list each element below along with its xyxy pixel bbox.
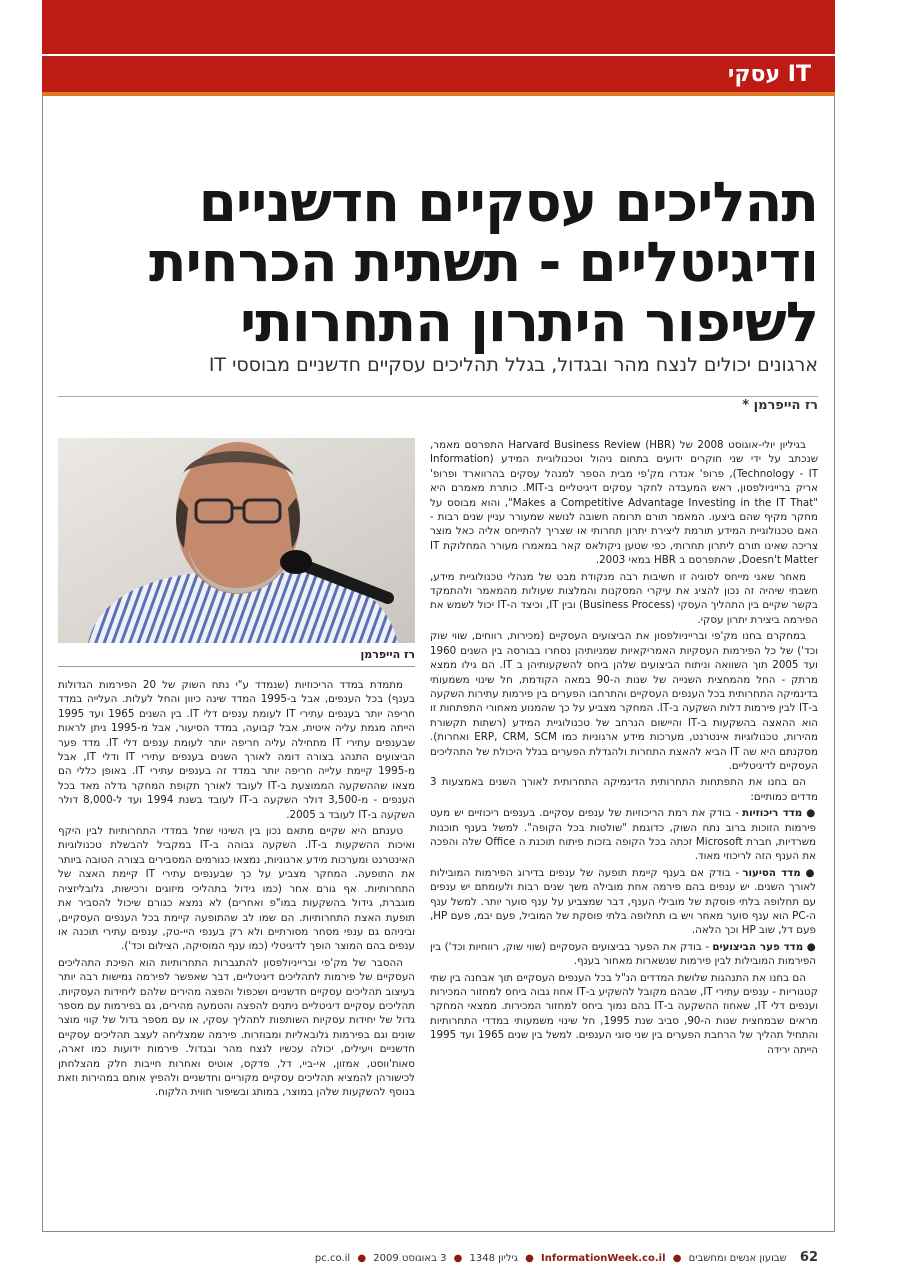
page-number: 62: [799, 1250, 818, 1265]
footer-issue: גיליון 1348: [469, 1253, 518, 1264]
author-portrait-illustration: [58, 438, 415, 643]
paragraph: מאחר שאני מייחס לסוגיה זו חשיבות רבה מנקודת מבט של מנהלי טכנולוגיית מידע, חשבתי שיהיה זה נכון להציג את עיקרי המסקנות והמלצות שעולות מהמאמר ולהתמקד בקשר שקיים בין התהליך העסקי (Business Process) ובין IT, וכיצד ה-IT יכול לשמש את הפירמה ביצירת יתרון עסקי.: [430, 570, 818, 626]
paragraph: הם בחנו את התנהגות שלושת המדדים הנ"ל בכל הענפים העסקיים תוך אבחנה בין שתי קטגוריות - ענפים עתירי IT, שבהם מקובל להשקיע ב-IT אחוז גבוה ביחס למחזור המכירות וענפים דלי IT, שאחוז ההשקעה ב-IT בהם נמוך ביחס למחזור המכירות. ממצאי המחקר מראים שבמחצית שנות ה-90, סביב שנת 1995, חל שינוי משמעותי במדדי התחרותיות והתחיל תהליך של הרחבת הפערים בין שני סוגי הענפים. למשל בין שנים 1965 ועד 1995 הייתה ירידה: [430, 971, 818, 1056]
bullet-item: [430, 866, 818, 938]
article-byline: רז הייפרמן *: [742, 398, 818, 413]
article-subtitle: ארגונים יכולים לנצח מהר ובגדול, בגלל תהליכים עסקיים חדשניים מבוססי IT: [208, 354, 818, 376]
paragraph: בגיליון יולי-אוגוסט 2008 של Harvard Business Review (HBR) התפרסם מאמר, שנכתב על ידי שני חוקרים ידועים בתחום ניהול וטכנולוגיית המידע (Information Technology - IT), פרופ' אנדרו מק'פי מבית הספר למנהל עסקים בהרווארד ופרופ' אריק ברייניולפסון, ראש המעבדה לחקר עסקים דיגיטליים ב-MIT. כותרת מאמרם היא "Makes a Competitive Advantage Investing in the IT That", והוא מבוסס על מחקר מקיף שהם ביצעו. המאמר תורם תרומה חשובה לנושא שמעורר עניין שנים רבות - האם טכנולוגיית המידע תורמת ליצירת יתרון תחרותי או שצריך להתייחס אליה כאל מוצר צריכה שאינו תורם ליתרון תחרותי, כפי שטען ניקולאס קאר במאמרו מעורר המחלוקת IT Doesn't Matter, שהתפרסם ב HBR במאי 2003.: [430, 439, 818, 567]
red-dot-icon: ●: [672, 1253, 682, 1264]
paragraph: טענתם היא שקיים מתאם נכון בין השינוי שחל במדדי התחרותיות לבין היקף ואיכות ההשקעות ב-IT. השקעה גבוהה ב-IT במקביל להבשלת טכנולוגיות האינטרנט ומערכות מידע ארגוניות, נמצאו כגורמים המסבירים בצורה הטובה ביותר את התופעה. המחקר מצביע על כך שבענפים עתירי IT קיימת האצה של התחרותיות. אף גורם אחר (כמו גידול בתהליכי מיזוגים ורכישות, גלובליזציה מוגברת, גידול בהשקעות במו"פ ואחרים) לא נמצא כגורם שיכול להסביר את תופעת האצת התחרותיות. הם שמו לב שהתופעה קיימת בכל הענפים העסקיים, וביניהם גם ענפי מסחר מסורתיים ולא רק בענפי היי-טק, ענפים עתירי תוכנה או ענפים בהם המוצר הופך לדיגיטלי (כמו ענף המוסיקה, הצילום וכד').: [58, 825, 415, 953]
paragraph: מתמדת במדד הריכוזיות (שנמדד ע"י נתח השוק של 20 הפירמות הגדולות בענף) בכל הענפים, אבל ב-1995 המדד שינה כיוון והחל לעלות. העלייה במדד חריפה יותר בענפים עתירי IT לעומת ענפים דלי IT. בין השנים 1965 ועד 1995 הייתה מגמת עליה איטית, אבל קבועה, במדד הסיעור, אבל מ-1995 ניתן לראות שבענפים עתירי IT מתחילה עליה חריפה יותר לעומת ענפים דלי IT. מדד פער הביצועים התנהג בצורה דומה לאורך השנים בענפים עתירי IT ודלי IT, אבל מ-1995 קיימת עלייה חריפה יותר במדד זה בענפים עתירי IT. באופן כללי הם מצאו שההשקעה הממוצעת ב-IT לעובד לאורך תקופת המחקר גדלה מאד בכל הענפים - מ-3,500 דולר השקעה ב-IT לעובד בשנת 1994 ועד ל-8,000 דולר השקעה ב-IT לעובד ב 2005.: [58, 679, 415, 821]
red-dot-icon: ●: [525, 1253, 534, 1264]
bullet-item: [430, 806, 818, 864]
article-title: תהליכים עסקיים חדשניים ודיגיטליים - תשתית הכרחית לשיפור היתרון התחרותי: [149, 170, 818, 354]
black-circle-bullet-icon: ●: [806, 940, 816, 953]
orange-divider: [42, 92, 835, 96]
article-column-left: [58, 678, 415, 1223]
red-dot-icon: ●: [357, 1253, 367, 1264]
section-label: IT עסקי: [727, 62, 811, 87]
page-frame-left: [42, 96, 43, 1231]
paragraph: ההסבר של מק'פי וברייניולפסון להתגברות התחרותיות הוא הפיכת התהליכים העסקיים של פירמות לתהליכים דיגיטליים, דבר שאפשר לפירמה גמישות רבה יותר בעיצוב תהליכים עסקיים חדשניים ושכפול והפצה מהירים שלהם ליחידות העסקיות. תהליכים עסקיים דיגיטליים ניתנים להפצה והטמעה מהירים, גם בפירמות עם מספר גדול של יחידות עסקיות השותפות לתהליך עסקי, או עם מספר גדול של קווי מוצר שונים וגם בפירמות גלובאליות ומבוזרות. פירמה שמצליחה לעצב תהליכים עסקיים חדשניים ויעילים, יכולה עכשיו לנצח מהר ובגדול. פירמות ידועות כמו זארה, סאות'ווסט, אמזון, אי-ביי, דל, פדקס, אוטיס ואחרות חייבות חלק מהצלחתן לכישורהן להמציא תהליכים עסקיים מקוריים וחדשניים ולהפיץ אותם במהירות וזאת בנוסף להשקעות שלהן במוצר, במותג ובשיפור חווית הלקוח.: [58, 956, 415, 1099]
footer-magazine-link[interactable]: InformationWeek.co.il: [541, 1253, 666, 1264]
black-circle-bullet-icon: ●: [806, 807, 816, 820]
paragraph: הם בחנו את התפתחות התחרותית הדינמיקה התחרותית לאורך השנים באמצעות 3 מדדים כמותיים:: [430, 776, 818, 803]
section-header-bar: [42, 54, 835, 94]
bullet-text: - בודק את רמת הריכוזיות של ענפים עסקיים. בענפים ריכוזיים יש מעט פירמות הזוכות ברוב נתח השוק, כדוגמת "שולטות בכל הקופה". למשל בענף תוכנות משרדיות, חברת Microsoft זכתה בכל הקופה בזכות פיתוח תוכנת ה Office שלה והפכה את הענף הזה לריכוזי מאוד.: [430, 807, 816, 863]
footer-divider: [42, 1231, 835, 1232]
bullet-heading: מדד הסיעור: [742, 866, 801, 879]
bullet-heading: מדד ריכוזיות: [742, 807, 803, 820]
subtitle-divider: [58, 396, 818, 397]
footer-date: 3 באוגוסט 2009: [373, 1253, 447, 1264]
top-red-band: [42, 0, 835, 54]
photo-caption: רז הייפרמן: [58, 648, 415, 667]
black-circle-bullet-icon: ●: [805, 866, 816, 879]
bullet-heading: מדד פער הביצועים: [712, 940, 804, 953]
footer-publisher: שבועון אנשים ומחשבים: [688, 1253, 787, 1264]
footer-site-link[interactable]: pc.co.il: [314, 1253, 351, 1264]
article-column-right: [430, 438, 818, 1223]
bullet-text: - בודק את הפער בביצועים העסקיים (שווי שוק, רווחיות וכד') בין הפירמות המובילות לבין פירמות שנשארות מאחור בענף.: [430, 940, 816, 968]
page-frame-right: [834, 96, 835, 1231]
bullet-item: [430, 940, 818, 969]
author-photo: [58, 438, 415, 643]
red-dot-icon: ●: [453, 1253, 463, 1264]
page-footer: [58, 1250, 818, 1270]
bullet-text: - בודק אם בענף קיימת תופעה של ענפים בדירוג הפירמות המובילות לאורך השנים. יש ענפים בהם פירמה אחת מובילה משך שנים רבות ולעומתם יש ענפים עם תחלופה בלתי פוסקת של מובילי הענף, דבר שמצביע על ענף סוער יותר. למשל ענף ה-PC הוא ענף סוער מאחר ויש בו תחלופה בלתי פוסקת של המוביל, פעם יבמ, פעם HP, פעם דל, שוב HP וכך הלאה.: [430, 866, 816, 937]
paragraph: במחקרם בחנו מק'פי וברייניולפסון את הביצועים העסקיים (מכירות, רווחים, שווי שוק וכד') של כל הפירמות העסקיות האמריקאיות שמניותיהן נסחרו בבורסה בין השנים 1960 ועד 2005 תוך השוואה וניתוח הביצועים שלהן ביחס להשקעותיהן ב IT. הם גילו ממצא מרתק - החל מהמחצית השנייה של שנות ה-90 במאה הקודמת, חל שינוי משמעותי בדינמיקה התחרותית בכל הענפים העסקיים והתרחבו הפערים בין פירמות עתירות השקעה ב-IT לבין פירמות דלות השקעה ב-IT. המחקר מצביע על כך שהמנוע מאחורי התפתחות זו הוא ההאצה בהשקעות ב-IT והיישום הנרחב של טכנולוגיית המידע (רשתות תקשורת מהירות, טכנולוגיות אינטרנט, מערכות מידע ארגוניות כמו ERP, CRM, SCM ואחרות). מסקנתם היא שה IT הביא להאצת התחרות ולהגדלת הפערים בגלל היכולת של התהליכים העסקיים לדיגיטליים.: [430, 630, 818, 772]
